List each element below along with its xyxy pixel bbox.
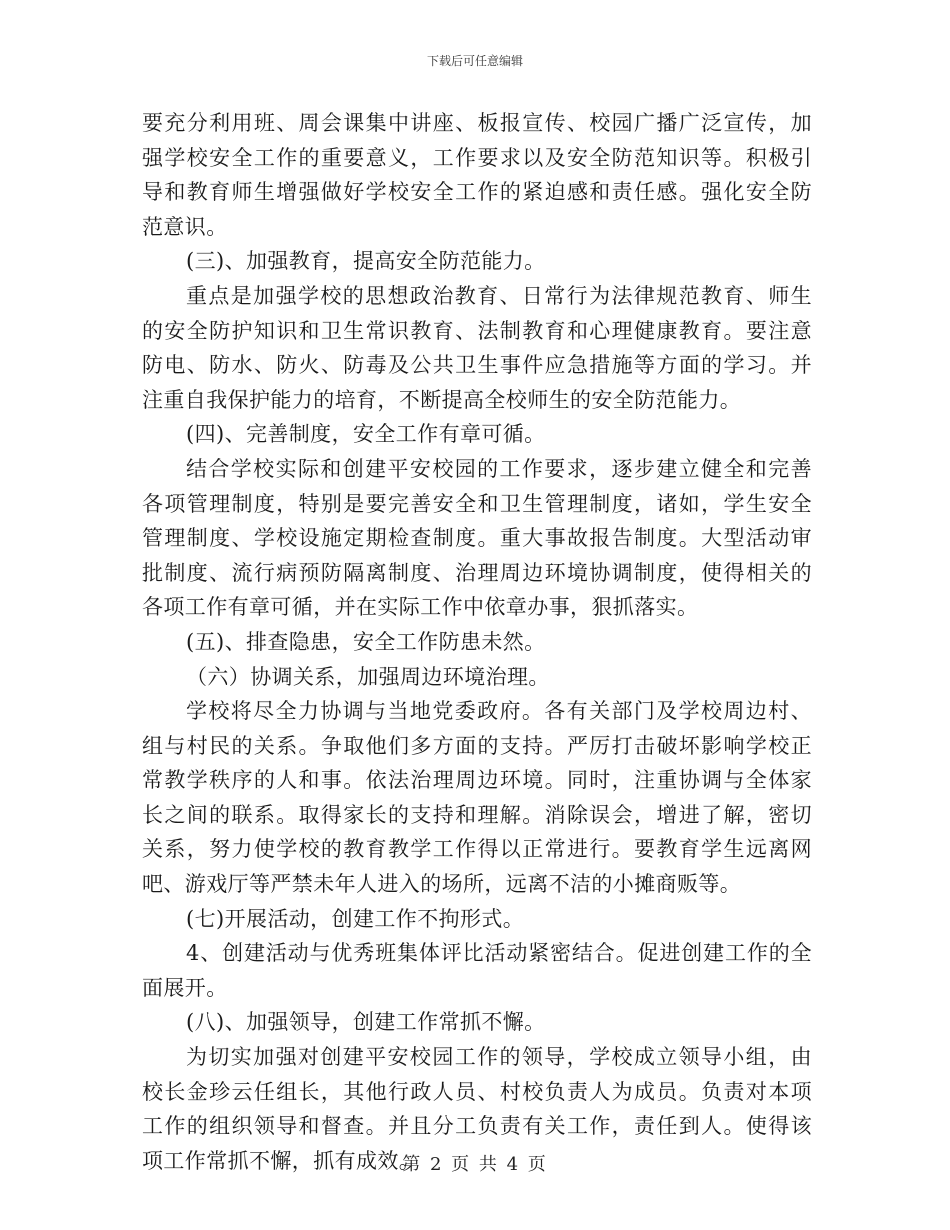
text-line: 结合学校实际和创建平安校园的工作要求，逐步建立健全和完善: [186, 456, 812, 481]
text-line: 各项管理制度，特别是要完善安全和卫生管理制度，诸如，学生安全: [142, 491, 812, 516]
paragraph: [142, 417, 812, 452]
paragraph: [142, 106, 812, 244]
paragraph: [142, 1005, 812, 1040]
text-line: (四)、完善制度，安全工作有章可循。: [186, 422, 546, 447]
paragraph: [142, 244, 812, 279]
paragraph: [142, 625, 812, 660]
text-line: 工作的组织领导和督查。并且分工负责有关工作，责任到人。使得该: [142, 1114, 812, 1139]
document-body: [142, 106, 812, 1178]
page-footer: 第 2 页 共 4 页: [402, 1154, 548, 1175]
text-line: 的安全防护知识和卫生常识教育、法制教育和心理健康教育。要注意: [142, 318, 812, 343]
text-line: 批制度、流行病预防隔离制度、治理周边环境协调制度，使得相关的: [142, 560, 812, 585]
paragraph: [142, 902, 812, 937]
text-line: (七)开展活动，创建工作不拘形式。: [186, 906, 525, 931]
paragraph: [142, 936, 812, 1005]
paragraph: [142, 694, 812, 902]
text-line: 管理制度、学校设施定期检查制度。重大事故报告制度。大型活动审: [142, 526, 812, 551]
text-line: 组与村民的关系。争取他们多方面的支持。严厉打击破坏影响学校正: [142, 733, 812, 758]
page-header: 下载后可任意编辑: [426, 54, 523, 68]
text-line: 导和教育师生增强做好学校安全工作的紧迫感和责任感。强化安全防: [142, 180, 812, 205]
text-line: 学校将尽全力协调与当地党委政府。各有关部门及学校周边村、: [186, 699, 812, 724]
text-line: 项工作常抓不懈，抓有成效。: [142, 1148, 421, 1173]
text-line: (五)、排查隐患，安全工作防患未然。: [186, 629, 546, 654]
text-line: 各项工作有章可循，并在实际工作中依章办事，狠抓落实。: [142, 595, 699, 620]
text-line: 注重自我保护能力的培育，不断提高全校师生的安全防范能力。: [142, 387, 742, 412]
text-line: (八)、加强领导，创建工作常抓不懈。: [186, 1010, 546, 1035]
text-line: 为切实加强对创建平安校园工作的领导，学校成立领导小组，由: [186, 1045, 812, 1070]
paragraph: [142, 452, 812, 625]
text-line: 范意识。: [142, 214, 228, 239]
text-line: 要充分利用班、周会课集中讲座、板报宣传、校园广播广泛宣传，加: [142, 111, 812, 135]
paragraph: [142, 660, 812, 695]
text-line: 4、创建活动与优秀班集体评比活动紧密结合。促进创建工作的全: [186, 941, 812, 966]
text-line: 重点是加强学校的思想政治教育、日常行为法律规范教育、师生: [186, 283, 812, 308]
text-line: (三)、加强教育，提高安全防范能力。: [186, 249, 546, 274]
text-line: 防电、防水、防火、防毒及公共卫生事件应急措施等方面的学习。并: [142, 353, 812, 378]
text-line: 面展开。: [142, 975, 228, 1000]
text-line: 长之间的联系。取得家长的支持和理解。消除误会，增进了解，密切: [142, 802, 812, 827]
text-line: 吧、游戏厅等严禁未年人进入的场所，远离不洁的小摊商贩等。: [142, 872, 742, 897]
text-line: 常教学秩序的人和事。依法治理周边环境。同时，注重协调与全体家: [142, 768, 812, 793]
text-line: （六）协调关系，加强周边环境治理。: [186, 664, 550, 689]
text-line: 关系，努力使学校的教育教学工作得以正常进行。要教育学生远离网: [142, 837, 812, 862]
text-line: 校长金珍云任组长，其他行政人员、村校负责人为成员。负责对本项: [142, 1079, 812, 1104]
text-line: 强学校安全工作的重要意义，工作要求以及安全防范知识等。积极引: [142, 145, 812, 170]
paragraph: [142, 279, 812, 417]
